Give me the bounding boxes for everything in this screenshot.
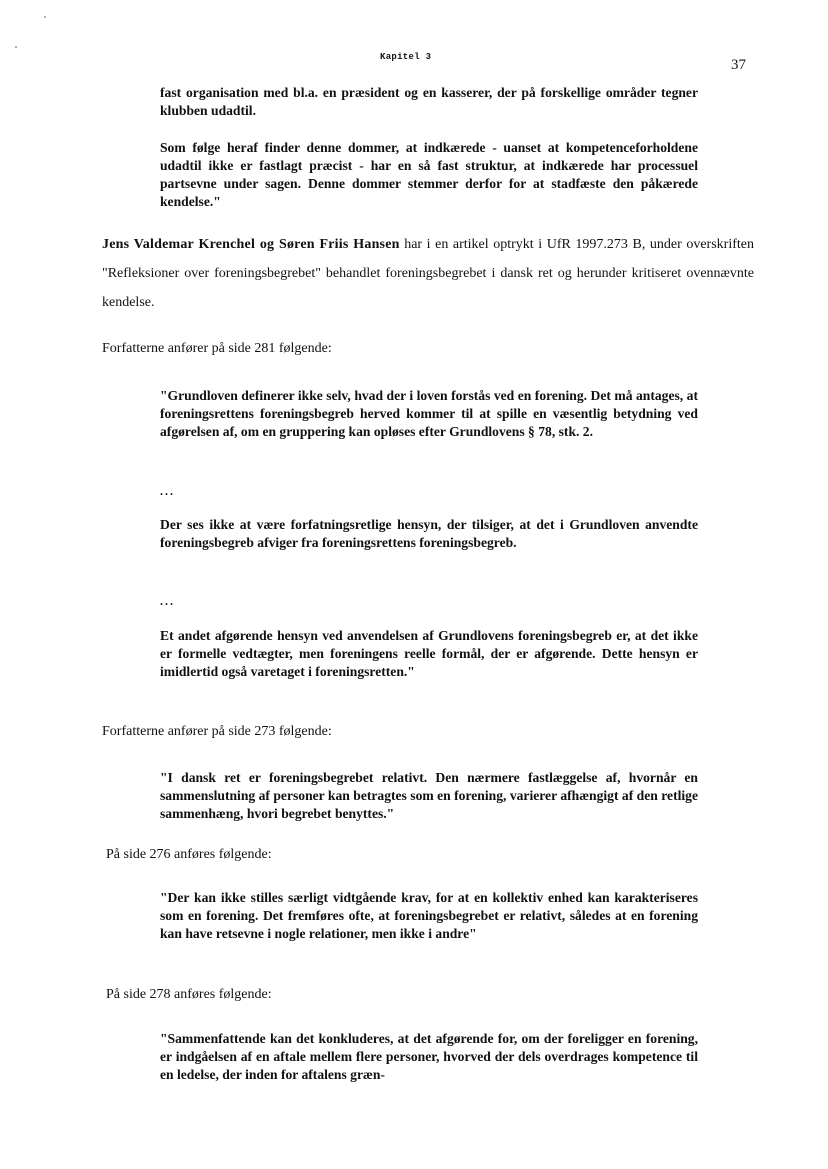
quote-273: "I dansk ret er foreningsbegrebet relativt. Den nærmere fastlæggelse af, hvornår en sammenslutning af personer kan betragtes som en forening, varierer afhængigt af den retlige sammenhæng, hvori begrebet benyttes." (160, 770, 698, 821)
quote-281-paragraph-1: "Grundloven definerer ikke selv, hvad der i loven forstås ved en forening. Det må antages, at foreningsrettens foreningsbegreb herved kommer til at spille en væsentlig betydning ved afgørelsen af, om en gruppering kan opløses efter Grundlovens § 78, stk. 2. (160, 388, 698, 439)
chapter-header: Kapitel 3 (380, 52, 432, 62)
ellipsis-2: ... (160, 594, 175, 608)
quote-281-paragraph-3: Et andet afgørende hensyn ved anvendelsen af Grundlovens foreningsbegreb er, at det ikke er formelle vedtægter, men foreningens reelle formål, der er afgørende. Dette hensyn er imidlertid også varetaget i foreningsretten." (160, 628, 698, 679)
quote-276: "Der kan ikke stilles særligt vidtgående krav, for at en kollektiv enhed kan karakteriseres som en forening. Det fremføres ofte, at foreningsbegrebet er relativt, således at en forening kan have retsevne i nogle relationer, men ikke i andre" (160, 890, 698, 941)
lead-side-276: På side 276 anføres følgende: (106, 847, 272, 862)
ellipsis-1: ... (160, 484, 175, 498)
scan-speck (15, 46, 17, 48)
lead-side-278: På side 278 anføres følgende: (106, 987, 272, 1002)
quote-281-paragraph-2: Der ses ikke at være forfatningsretlige hensyn, der tilsiger, at det i Grundloven anvendte foreningsbegreb afviger fra foreningsrettens foreningsbegreb. (160, 517, 698, 550)
quote-278: "Sammenfattende kan det konkluderes, at det afgørende for, om der foreligger en forening, er indgåelsen af en aftale mellem flere personer, hvorved der dels overdrages kompetence til en ledelse, der inden for aftalens græn- (160, 1031, 698, 1082)
lead-side-273: Forfatterne anfører på side 273 følgende: (102, 724, 332, 739)
quote-top-paragraph-2: Som følge heraf finder denne dommer, at indkærede - uanset at kompetenceforholdene udadtil ikke er fastlagt præcist - har en så fast struktur, at indkærede har processuel partsevne under sagen. Denne dommer stemmer derfor for at stadfæste den påkærede kendelse." (160, 140, 698, 209)
article-paragraph (102, 230, 754, 317)
page-number: 37 (731, 57, 746, 73)
scan-speck (44, 16, 46, 18)
article-authors: Jens Valdemar Krenchel og Søren Friis Hansen (102, 237, 400, 252)
article-text: har i en artikel optrykt i UfR 1997.273 B, under overskriften "Refleksioner over foreningsbegrebet" behandlet foreningsbegrebet i dansk ret og herunder kritiseret ovennævnte kendelse. (102, 237, 754, 310)
lead-side-281: Forfatterne anfører på side 281 følgende: (102, 341, 332, 356)
quote-top-paragraph-1: fast organisation med bl.a. en præsident og en kasserer, der på forskellige områder tegner klubben udadtil. (160, 85, 698, 118)
